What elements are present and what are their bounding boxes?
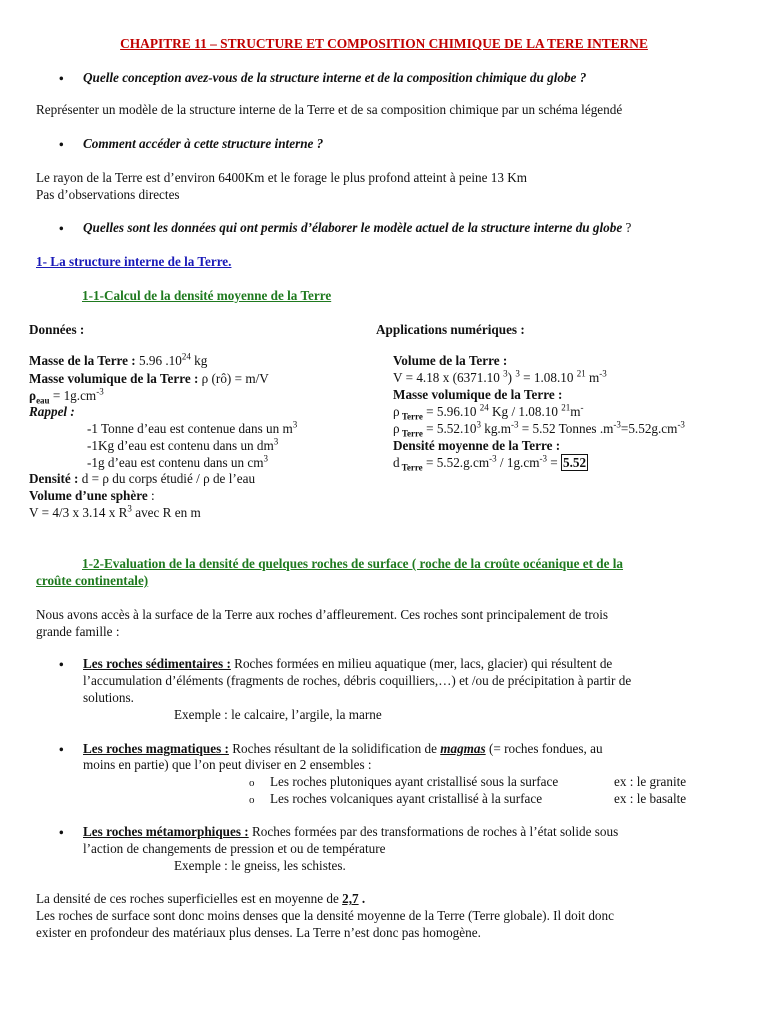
- conclusion-line-2: Les roches de surface sont donc moins denses que la densité moyenne de la Terre (Terre globale). Il doit donc: [36, 908, 614, 923]
- intro-line-1: Nous avons accès à la surface de la Terre aux roches d’affleurement. Ces roches sont principalement de trois: [36, 607, 609, 622]
- bullet-dot: •: [59, 825, 64, 840]
- rappel-label: Rappel :: [29, 404, 75, 419]
- magmatic-line-2: moins en partie) que l’on peut diviser en 2 ensembles :: [83, 757, 372, 772]
- applications-label: Applications numériques :: [376, 322, 525, 337]
- question-1: Quelle conception avez-vous de la structure interne et de la composition chimique du globe ?: [83, 70, 587, 85]
- paragraph-2a: Le rayon de la Terre est d’environ 6400Km et le forage le plus profond atteint à peine 13 Km: [36, 170, 528, 185]
- metamorphic-example: Exemple : le gneiss, les schistes.: [174, 858, 346, 873]
- volume-sphere-formula: V = 4/3 x 3.14 x $R^3$ avec R en m: [29, 503, 201, 520]
- intro-line-2: grande famille :: [36, 624, 120, 639]
- magmatic-volcanic-example: ex : le basalte: [614, 791, 687, 806]
- bullet-dot: •: [59, 137, 64, 152]
- densite-line: Densité : d = ρ du corps étudié / ρ de l’eau: [29, 471, 256, 486]
- magmatic-plutonic-example: ex : le granite: [614, 774, 687, 789]
- sedimentary-line-3: solutions.: [83, 690, 134, 705]
- densite-moyenne-label: Densité moyenne de la Terre :: [393, 438, 561, 453]
- section-heading-1: 1- La structure interne de la Terre.: [36, 254, 232, 269]
- bullet-dot: •: [59, 657, 64, 672]
- sedimentary-example: Exemple : le calcaire, l’argile, la marne: [174, 707, 382, 722]
- magmatic-label: Les roches magmatiques :: [83, 741, 229, 756]
- bullet-dot: •: [59, 71, 64, 86]
- question-3: [83, 220, 631, 236]
- densite-calc: d $_{Terre} = 5.52.g.cm^{-3} / 1g.cm^{-3} = 5.52$: [393, 453, 587, 473]
- paragraph-1: Représenter un modèle de la structure interne de la Terre et de sa composition chimique par un schéma légendé: [36, 102, 623, 117]
- metamorphic-line-2: l’action de changements de pression et ou de température: [83, 841, 386, 856]
- sedimentary-label: Les roches sédimentaires :: [83, 656, 231, 671]
- rho-terre-calc-1: ρ $_{Terre}$ = 5.96.10 $^{24}$ Kg / 1.08.10 $^{21}$m-: [393, 402, 584, 422]
- rho-terre-calc-2: ρ $_{Terre} = 5.52.10^3$ $kg.m^{-3} = 5.52$ Tonnes $.m^{-3}=5.52g.cm^{-3}$: [393, 419, 685, 439]
- mean-density-value: 2,7: [342, 891, 359, 906]
- bullet-dot: •: [59, 221, 64, 236]
- rappel-3: -1g d’eau est contenu dans un $cm^3$: [87, 453, 269, 470]
- masse-volumique-label: Masse volumique de la Terre :: [393, 387, 563, 402]
- magmatic-plutonic: Les roches plutoniques ayant cristallisé sous la surface: [270, 774, 559, 789]
- paragraph-2b: Pas d’observations directes: [36, 187, 180, 202]
- question-3-end: ?: [622, 220, 632, 235]
- circle-bullet: o: [249, 777, 255, 789]
- circle-bullet: o: [249, 794, 255, 806]
- section-heading-1-2-line1: 1-2-Evaluation de la densité de quelques roches de surface ( roche de la croûte océanique et de la: [82, 556, 624, 571]
- masse-volumique-line: Masse volumique de la Terre : ρ (rô) = m/V: [29, 371, 269, 386]
- rappel-2: -1Kg d’eau est contenu dans un $dm^3$: [87, 436, 279, 453]
- volume-terre-label: Volume de la Terre :: [393, 353, 508, 368]
- question-3-text: Quelles sont les données qui ont permis d’élaborer le modèle actuel de la structure interne du globe: [83, 220, 623, 235]
- density-result-box: 5.52: [563, 455, 587, 470]
- donnees-label: Données :: [29, 322, 85, 337]
- page-title: CHAPITRE 11 – STRUCTURE ET COMPOSITION CHIMIQUE DE LA TERE INTERNE: [120, 36, 648, 51]
- conclusion-line-1: La densité de ces roches superficielles est en moyenne de 2,7 .: [36, 891, 366, 906]
- question-2: Comment accéder à cette structure interne ?: [83, 136, 324, 151]
- bullet-dot: •: [59, 742, 64, 757]
- rappel-1: -1 Tonne d’eau est contenue dans un $m^3$: [87, 419, 298, 436]
- metamorphic-label: Les roches métamorphiques :: [83, 824, 249, 839]
- magmatic-volcanic: Les roches volcaniques ayant cristallisé à la surface: [270, 791, 543, 806]
- rho-eau-line: $\rho_{eau} = 1g.cm^{-3}$: [29, 386, 104, 406]
- section-heading-1-1: 1-1-Calcul de la densité moyenne de la Terre: [82, 288, 332, 303]
- conclusion-line-3: exister en profondeur des matériaux plus denses. La Terre n’est donc pas homogène.: [36, 925, 481, 940]
- magmatic-line-1: Les roches magmatiques : Roches résultant de la solidification de magmas (= roches fondues, au: [83, 741, 603, 756]
- volume-terre-calc: V = 4.18 x (6371.10 $^3$) $^3$ = 1.08.10 $^{21}$ $m^{-3}$: [393, 368, 607, 385]
- volume-sphere-label: Volume d’une sphère :: [29, 488, 155, 503]
- masse-terre-line: Masse de la Terre : 5.96 $.10^{24}$ kg: [29, 351, 208, 368]
- metamorphic-line-1: Les roches métamorphiques : Roches formées par des transformations de roches à l’état solide sous: [83, 824, 619, 839]
- section-heading-1-2-line2: croûte continentale): [36, 573, 149, 588]
- sedimentary-line-1: Les roches sédimentaires : Roches formées en milieu aquatique (mer, lacs, glacier) qui résultent de: [83, 656, 613, 671]
- sedimentary-line-2: l’accumulation d’éléments (fragments de roches, débris coquilliers,…) et /ou de précipitation à partir de: [83, 673, 632, 688]
